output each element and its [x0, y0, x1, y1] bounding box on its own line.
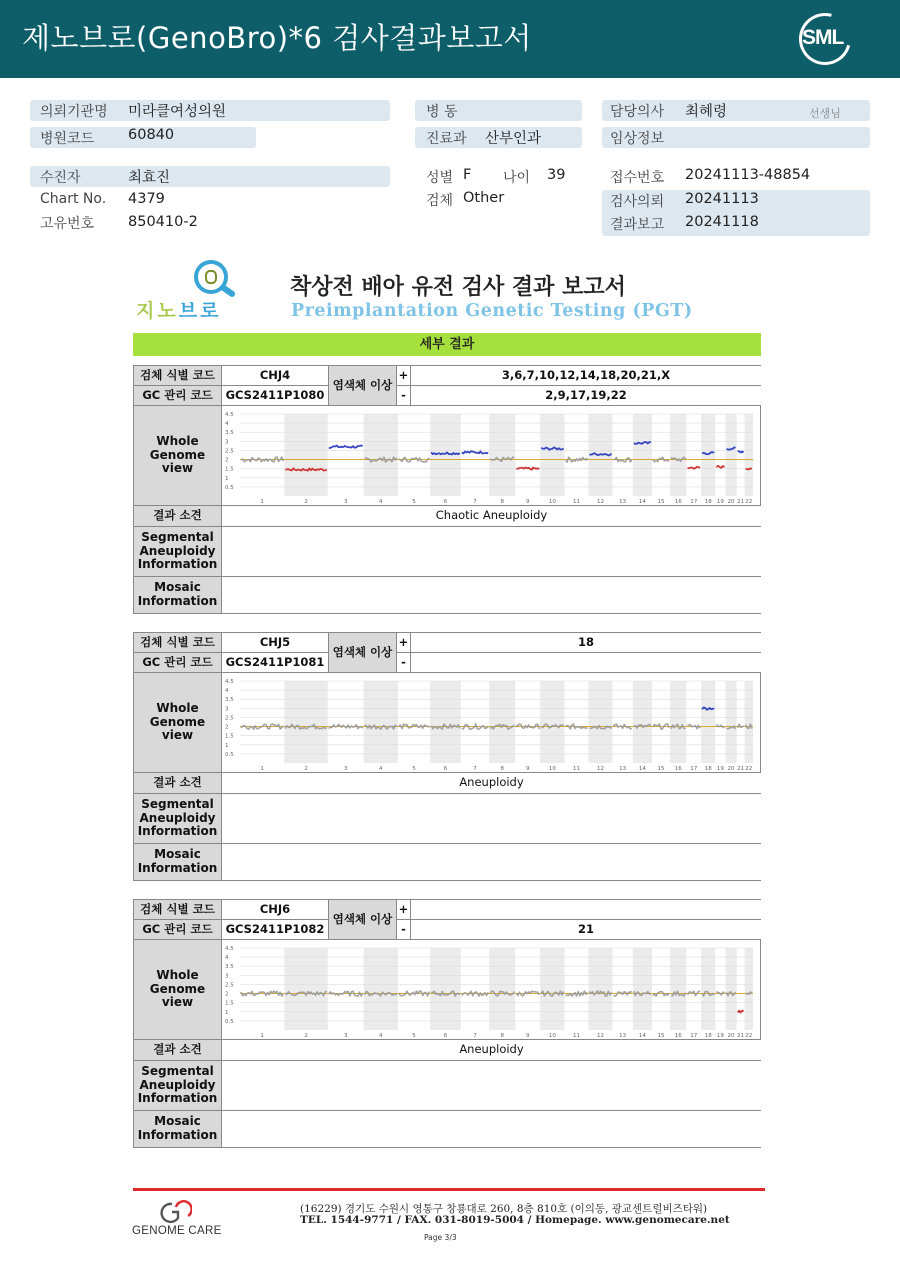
y-tick-label: 2: [225, 457, 229, 464]
receipt-value: 20241113-48854: [685, 167, 811, 183]
x-tick-label: 11: [573, 499, 581, 505]
patient-value: 최효진: [128, 170, 171, 186]
patient-label: 수진자: [40, 170, 81, 186]
y-tick-label: 0.5: [225, 484, 234, 491]
y-tick-label: 1.5: [225, 466, 234, 473]
report-label: 결과보고: [610, 217, 665, 233]
copy-number-series: [746, 469, 752, 470]
unique-label: 고유번호: [40, 216, 95, 232]
chromosome-band: [364, 414, 398, 496]
whole-genome-label: Whole Genome view: [134, 940, 222, 1040]
request-value: 20241113: [685, 191, 759, 207]
x-tick-label: 7: [473, 766, 477, 772]
mosaic-label: Mosaic Information: [134, 844, 222, 881]
mosaic-value: [222, 844, 761, 881]
genome-care-logo: [132, 1198, 228, 1244]
chromosome-band: [430, 681, 461, 763]
hospital-code-label: 병원코드: [40, 131, 95, 147]
copy-number-series: [329, 446, 363, 448]
x-tick-label: 14: [638, 499, 646, 505]
report-value: 20241118: [685, 214, 759, 230]
chromosome-abnormality-label: 염색체 이상: [329, 900, 397, 940]
report-title-ko: 착상전 배아 유전 검사 결과 보고서: [290, 275, 626, 300]
chromosome-band: [489, 681, 515, 763]
result-value: Chaotic Aneuploidy: [222, 506, 761, 527]
chromosome-band: [745, 414, 753, 496]
x-tick-label: 22: [745, 1033, 753, 1039]
department-label: 진료과: [426, 131, 467, 147]
whole-genome-label: Whole Genome view: [134, 406, 222, 506]
age-label: 나이: [503, 170, 531, 186]
unique-value: 850410-2: [128, 214, 198, 230]
x-tick-label: 17: [690, 766, 698, 772]
x-tick-label: 22: [745, 499, 753, 505]
segmental-label: Segmental Aneuploidy Information: [134, 1061, 222, 1111]
y-tick-label: 4: [225, 955, 229, 962]
loss-chromosomes: [411, 653, 761, 673]
specimen-value: Other: [463, 190, 505, 206]
sample-table: [133, 632, 761, 881]
sample-id-value: CHJ6: [222, 900, 329, 920]
y-tick-label: 3.5: [225, 964, 234, 971]
mosaic-value: [222, 1111, 761, 1148]
x-tick-label: 21: [737, 1033, 745, 1039]
x-tick-label: 8: [500, 499, 505, 505]
y-tick-label: 1.5: [225, 733, 234, 740]
y-tick-label: 0.5: [225, 751, 234, 758]
segmental-label: Segmental Aneuploidy Information: [134, 794, 222, 844]
y-tick-label: 4.5: [225, 946, 234, 952]
y-tick-label: 2.5: [225, 982, 234, 989]
loss-chromosomes: 2,9,17,19,22: [411, 386, 761, 406]
company-name: GENOME CARE: [132, 1225, 222, 1237]
x-tick-label: 14: [638, 1033, 646, 1039]
x-tick-label: 19: [716, 766, 724, 772]
result-label: 결과 소견: [134, 506, 222, 527]
gc-code-label: GC 관리 코드: [134, 653, 222, 673]
x-tick-label: 1: [260, 499, 264, 505]
y-tick-label: 0.5: [225, 1018, 234, 1025]
chromosome-band: [726, 948, 737, 1030]
copy-number-series: [738, 451, 744, 452]
chromosome-band: [633, 414, 652, 496]
mosaic-label: Mosaic Information: [134, 577, 222, 614]
x-tick-label: 6: [443, 766, 448, 772]
y-tick-label: 2.5: [225, 448, 234, 455]
copy-number-series: [738, 724, 744, 728]
institution-value: 미라클여성의원: [128, 104, 227, 120]
y-tick-label: 2: [225, 991, 229, 998]
x-tick-label: 4: [379, 1033, 383, 1039]
chromosome-band: [701, 948, 715, 1030]
gc-code-label: GC 관리 코드: [134, 920, 222, 940]
y-tick-label: 1: [225, 742, 229, 749]
patient-row: [30, 166, 390, 187]
x-tick-label: 19: [716, 499, 724, 505]
request-label: 검사의뢰: [610, 194, 665, 210]
x-tick-label: 16: [674, 766, 682, 772]
result-value: Aneuploidy: [222, 773, 761, 794]
x-tick-label: 5: [412, 1033, 416, 1039]
genome-plot-svg: [222, 940, 761, 1040]
y-tick-label: 3.5: [225, 430, 234, 437]
footer-address: (16229) 경기도 수원시 영통구 창룡대로 260, 8층 810호 (이의동, 광교센트럴비즈타워): [300, 1203, 708, 1215]
x-tick-label: 21: [737, 766, 745, 772]
x-tick-label: 10: [548, 499, 556, 505]
institution-label: 의뢰기관명: [40, 104, 108, 120]
chromosome-band: [726, 681, 737, 763]
footer-divider: [133, 1188, 765, 1191]
x-tick-label: 12: [596, 1033, 604, 1039]
y-tick-label: 3: [225, 973, 229, 980]
y-tick-label: 3: [225, 706, 229, 713]
loss-sign: -: [397, 386, 411, 406]
x-tick-label: 12: [596, 499, 604, 505]
age-value: 39: [547, 167, 566, 183]
report-title: 제노브로(GenoBro)*6 검사결과보고서: [22, 21, 532, 55]
x-tick-label: 15: [657, 1033, 665, 1039]
x-tick-label: 20: [727, 499, 735, 505]
chromosome-band: [540, 681, 564, 763]
ward-label: 병 동: [426, 104, 458, 120]
x-tick-label: 9: [526, 499, 530, 505]
chromosome-band: [489, 948, 515, 1030]
x-tick-label: 5: [412, 766, 416, 772]
whole-genome-plot: [222, 940, 761, 1040]
x-tick-label: 18: [704, 1033, 712, 1039]
x-tick-label: 13: [619, 1033, 627, 1039]
segmental-value: [222, 794, 761, 844]
x-tick-label: 15: [657, 499, 665, 505]
chromosome-band: [670, 414, 686, 496]
report-header: [0, 0, 900, 78]
clinical-label: 임상정보: [610, 131, 665, 147]
x-tick-label: 14: [638, 766, 646, 772]
gain-chromosomes: [411, 900, 761, 920]
copy-number-series: [462, 451, 488, 453]
genome-plot-svg: [222, 406, 761, 506]
chromosome-band: [540, 414, 564, 496]
sample-id-value: CHJ5: [222, 633, 329, 653]
copy-number-series: [516, 467, 539, 469]
chromosome-band: [745, 681, 753, 763]
chromosome-band: [745, 948, 753, 1030]
chromosome-band: [430, 414, 461, 496]
chromosome-band: [633, 681, 652, 763]
genome-care-mark-icon: [158, 1200, 192, 1224]
chromosome-band: [633, 948, 652, 1030]
specimen-label: 검체: [426, 193, 454, 209]
x-tick-label: 11: [573, 766, 581, 772]
chromosome-abnormality-label: 염색체 이상: [329, 366, 397, 406]
x-tick-label: 2: [304, 499, 308, 505]
x-tick-label: 1: [260, 766, 264, 772]
sample-id-label: 검체 식별 코드: [134, 900, 222, 920]
whole-genome-plot: [222, 406, 761, 506]
chromosome-band: [364, 948, 398, 1030]
x-tick-label: 20: [727, 1033, 735, 1039]
y-tick-label: 1: [225, 475, 229, 482]
doctor-suffix: 선생님: [809, 107, 841, 120]
sample-table: [133, 899, 761, 1148]
gc-code-value: GCS2411P1080: [222, 386, 329, 406]
x-tick-label: 6: [443, 1033, 448, 1039]
x-tick-label: 4: [379, 766, 383, 772]
segmental-value: [222, 527, 761, 577]
sml-logo-text: SML: [802, 26, 844, 49]
sample-table: [133, 365, 761, 614]
hospital-code-value: 60840: [128, 127, 175, 143]
chromosome-band: [540, 948, 564, 1030]
x-tick-label: 9: [526, 766, 530, 772]
whole-genome-label: Whole Genome view: [134, 673, 222, 773]
x-tick-label: 11: [573, 1033, 581, 1039]
x-tick-label: 12: [596, 766, 604, 772]
x-tick-label: 17: [690, 1033, 698, 1039]
copy-number-series: [738, 1011, 744, 1013]
x-tick-label: 19: [716, 1033, 724, 1039]
chromosome-band: [701, 681, 715, 763]
y-tick-label: 4: [225, 421, 229, 428]
chromosome-band: [670, 681, 686, 763]
receipt-label: 접수번호: [610, 170, 665, 186]
chromosome-band: [489, 414, 515, 496]
page-number: Page 3/3: [424, 1233, 457, 1242]
gc-code-value: GCS2411P1082: [222, 920, 329, 940]
sex-label: 성별: [426, 170, 454, 186]
x-tick-label: 18: [704, 766, 712, 772]
result-label: 결과 소견: [134, 1040, 222, 1061]
y-tick-label: 3.5: [225, 697, 234, 704]
result-label: 결과 소견: [134, 773, 222, 794]
x-tick-label: 15: [657, 766, 665, 772]
gc-code-label: GC 관리 코드: [134, 386, 222, 406]
mosaic-value: [222, 577, 761, 614]
chart-label: Chart No.: [40, 191, 107, 207]
sample-id-label: 검체 식별 코드: [134, 366, 222, 386]
dna-icon: [205, 270, 217, 284]
x-tick-label: 22: [745, 766, 753, 772]
x-tick-label: 6: [443, 499, 448, 505]
chromosome-band: [284, 948, 327, 1030]
genobro-logo: [132, 258, 252, 320]
loss-sign: -: [397, 653, 411, 673]
x-tick-label: 16: [674, 1033, 682, 1039]
gain-sign: +: [397, 366, 411, 386]
x-tick-label: 7: [473, 1033, 477, 1039]
chromosome-band: [284, 414, 327, 496]
doctor-label: 담당의사: [610, 104, 665, 120]
x-tick-label: 9: [526, 1033, 530, 1039]
chromosome-band: [364, 681, 398, 763]
segmental-value: [222, 1061, 761, 1111]
detail-results-header: 세부 결과: [133, 333, 761, 356]
x-tick-label: 2: [304, 766, 308, 772]
sml-logo: [796, 12, 854, 66]
x-tick-label: 18: [704, 499, 712, 505]
report-title-en: Preimplantation Genetic Testing (PGT): [291, 301, 693, 321]
genome-plot-svg: [222, 673, 761, 773]
segmental-label: Segmental Aneuploidy Information: [134, 527, 222, 577]
x-tick-label: 1: [260, 1033, 264, 1039]
chromosome-band: [726, 414, 737, 496]
chromosome-band: [670, 948, 686, 1030]
chromosome-abnormality-label: 염색체 이상: [329, 633, 397, 673]
y-tick-label: 4: [225, 688, 229, 695]
y-tick-label: 1.5: [225, 1000, 234, 1007]
x-tick-label: 3: [343, 1033, 348, 1039]
x-tick-label: 13: [619, 499, 627, 505]
y-tick-label: 1: [225, 1009, 229, 1016]
mosaic-label: Mosaic Information: [134, 1111, 222, 1148]
chart-value: 4379: [128, 191, 165, 207]
whole-genome-plot: [222, 673, 761, 773]
loss-sign: -: [397, 920, 411, 940]
result-value: Aneuploidy: [222, 1040, 761, 1061]
gain-chromosomes: 3,6,7,10,12,14,18,20,21,X: [411, 366, 761, 386]
chromosome-band: [589, 948, 613, 1030]
gain-chromosomes: 18: [411, 633, 761, 653]
sample-id-value: CHJ4: [222, 366, 329, 386]
x-tick-label: 21: [737, 499, 745, 505]
y-tick-label: 2.5: [225, 715, 234, 722]
chromosome-band: [589, 681, 613, 763]
sample-id-label: 검체 식별 코드: [134, 633, 222, 653]
x-tick-label: 3: [343, 766, 348, 772]
y-tick-label: 4.5: [225, 679, 234, 685]
x-tick-label: 10: [548, 1033, 556, 1039]
chromosome-band: [430, 948, 461, 1030]
gc-code-value: GCS2411P1081: [222, 653, 329, 673]
x-tick-label: 5: [412, 499, 416, 505]
gain-sign: +: [397, 633, 411, 653]
department-value: 산부인과: [485, 131, 542, 147]
magnifier-handle-icon: [220, 284, 237, 298]
doctor-value: 최혜령: [685, 104, 728, 120]
x-tick-label: 17: [690, 499, 698, 505]
x-tick-label: 4: [379, 499, 383, 505]
y-tick-label: 3: [225, 439, 229, 446]
y-tick-label: 2: [225, 724, 229, 731]
x-tick-label: 20: [727, 766, 735, 772]
x-tick-label: 13: [619, 766, 627, 772]
x-tick-label: 2: [304, 1033, 308, 1039]
x-tick-label: 3: [343, 499, 348, 505]
x-tick-label: 8: [500, 1033, 505, 1039]
x-tick-label: 10: [548, 766, 556, 772]
x-tick-label: 7: [473, 499, 477, 505]
x-tick-label: 16: [674, 499, 682, 505]
chromosome-band: [284, 681, 327, 763]
loss-chromosomes: 21: [411, 920, 761, 940]
genobro-wordmark: 지노브로: [136, 300, 222, 322]
x-tick-label: 8: [500, 766, 505, 772]
sex-value: F: [463, 167, 472, 183]
copy-number-series: [716, 725, 724, 728]
footer-contact: TEL. 1544-9771 / FAX. 031-8019-5004 / Homepage. www.genomecare.net: [300, 1214, 730, 1226]
gain-sign: +: [397, 900, 411, 920]
copy-number-series: [716, 466, 724, 468]
y-tick-label: 4.5: [225, 412, 234, 418]
